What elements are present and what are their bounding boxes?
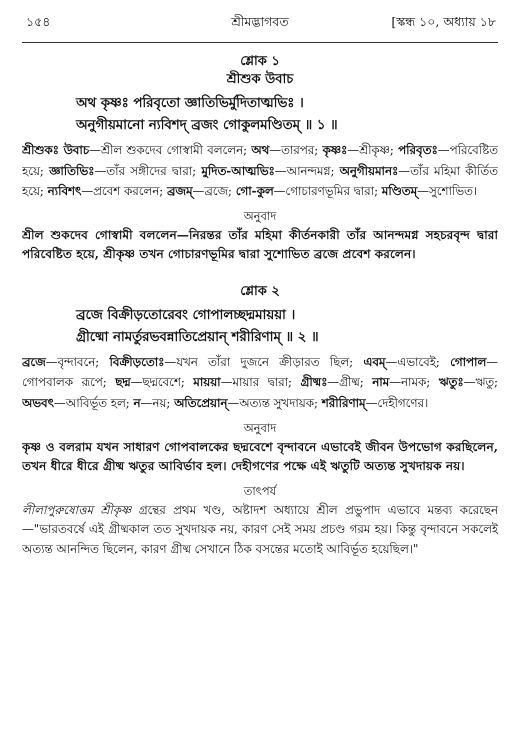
verse-1-synonym-word: মণ্ডিতম্	[381, 184, 418, 199]
verse-1-synonym-word: ব্রজম্	[167, 184, 193, 199]
verse-1-synonym-word: গো-কুল	[235, 184, 274, 199]
verse-2-synonym-meaning: —নামক;	[389, 375, 431, 390]
verse-1-line-1: অথ কৃষ্ণঃ পরিবৃতো জ্ঞাতিভির্মুদিতাত্মভিঃ ।	[76, 96, 304, 111]
page-number: ১৫৪	[26, 14, 51, 29]
verse-2-synonym-meaning: —গোপবালক রূপে;	[22, 354, 498, 390]
verse-2-synonym-word: অতিপ্রেয়ান্	[174, 395, 228, 410]
verse-2-synonym-word: বিক্রীড়তোঃ	[109, 354, 165, 369]
verse-2-synonym-meaning: —মায়ার দ্বারা;	[220, 375, 293, 390]
verse-2-synonym-word: শরীরিণাম্	[321, 395, 366, 410]
verse-1-translation: শ্রীল শুকদেব গোস্বামী বললেন—নিরন্তর তাঁর মহিমা কীর্তনকারী তাঁর আনন্দমগ্ন সহচরবৃন্দ দ্বারা পরিবেষ্টিত হয়ে, শ্রীকৃষ্ণ তখন গোচারণভূমির দ্বারা সুশোভিত ব্রজে প্রবেশ করলেন।	[22, 227, 498, 262]
verse-1-synonym-meaning: —গোচারণভূমির দ্বারা;	[273, 184, 379, 199]
verse-2-synonym-word: ঋতুঃ	[438, 375, 464, 390]
page	[22, 0, 498, 731]
verse-2-synonym-word: মায়য়া	[193, 375, 221, 390]
verse-2-synonym-word: গোপাল	[450, 354, 487, 369]
verse-2-synonym-word: অভবৎ	[22, 395, 54, 410]
verse-2-translation-heading: অনুবাদ	[243, 420, 277, 435]
verse-1-synonym-word: ন্যবিশৎ	[47, 184, 82, 199]
book-title: শ্রীমদ্ভাগবত	[231, 14, 289, 29]
verse-2-synonym-word: এবম্	[363, 354, 386, 369]
verse-1-synonym-meaning: —শ্রীকৃষ্ণ;	[347, 143, 394, 157]
verse-2-synonym-word: নাম	[372, 375, 390, 390]
verse-1-synonym-word: মুদিত-আত্মভিঃ	[201, 163, 275, 178]
verse-1-synonyms	[22, 140, 498, 202]
verse-1-synonym-meaning: —তাঁর মহিমা কীর্তিত হয়ে;	[22, 163, 498, 199]
verse-2-synonym-meaning: —দেহীগণের।	[365, 395, 429, 410]
verse-2-synonym-word: গ্রীষ্মঃ	[300, 375, 328, 390]
verse-1-synonym-word: কৃষ্ণঃ	[322, 143, 348, 157]
verse-2-synonym-word: ন	[133, 395, 141, 410]
purport-book-title: লীলাপুরুষোত্তম শ্রীকৃষ্ণ	[22, 502, 132, 517]
verse-1-synonym-word: পরিবৃতঃ	[398, 143, 438, 157]
verse-2-synonyms	[22, 352, 498, 414]
verse-2-synonym-meaning: —অত্যন্ত সুখদায়ক;	[227, 395, 318, 410]
verse-2-purport	[22, 501, 498, 560]
header-rule	[22, 42, 498, 43]
verse-1-synonym-word: জ্ঞাতিভিঃ	[49, 163, 95, 178]
verse-2-line-1: ব্রজে বিক্রীড়তোরেবং গোপালচ্ছদ্মমায়য়া ।	[76, 307, 296, 323]
verse-1-synonym-meaning: —তারপর;	[269, 143, 319, 157]
verse-2-synonym-meaning: —বৃন্দাবনে;	[45, 354, 100, 369]
verse-1-label: শ্লোক ১	[240, 54, 280, 69]
verse-2-synonym-meaning: —ছদ্মবেশে;	[130, 375, 185, 390]
chapter-reference: [স্কন্ধ ১০, অধ্যায় ১৮	[391, 14, 496, 29]
verse-1-synonym-meaning: —ব্রজে;	[192, 184, 232, 199]
verse-1-text	[22, 93, 498, 137]
verse-1-synonym-meaning: —শ্রীল শুকদেব গোস্বামী বললেন;	[89, 143, 248, 157]
page-header	[22, 14, 498, 34]
verse-2-synonym-meaning: —যখন তাঁরা দুজনে ক্রীড়ারত ছিল;	[164, 354, 354, 369]
verse-1-synonym-meaning: —তাঁর সঙ্গীদের দ্বারা;	[94, 163, 197, 178]
verse-2-label: শ্লোক ২	[240, 283, 280, 299]
verse-2-line-2: গ্রীষ্মো নামর্তুরভবন্নাতিপ্রেয়ান্ শরীরিণাম্ ॥ ২ ॥	[76, 329, 319, 345]
purport-text: গ্রন্থের প্রথম খণ্ড, অষ্টাদশ অধ্যায়ে শ্রীল প্রভুপাদ এভাবে মন্তব্য করেছেন—"ভারতবর্ষে এই গ্রীষ্মকাল তত সুখদায়ক নয়, কারণ সেই সময় প্রচণ্ড গরম হয়। কিন্তু বৃন্দাবনে সকলেই অত্যন্ত আনন্দিত ছিলেন, কারণ গ্রীষ্ম সেখানে ঠিক বসন্তের মতোই আবির্ভূত হয়েছিল।"	[22, 502, 498, 556]
verse-2-text	[22, 305, 498, 349]
verse-2-translation: কৃষ্ণ ও বলরাম যখন সাধারণ গোপবালকের ছদ্মবেশে বৃন্দাবনে এভাবেই জীবন উপভোগ করছিলেন, তখন ধীরে ধীরে গ্রীষ্ম ঋতুর আবির্ভাব হল। দেহীগণের পক্ষে এই ঋতুটি অত্যন্ত সুখদায়ক নয়।	[22, 439, 498, 474]
verse-2-synonym-meaning: —গ্রীষ্ম;	[327, 375, 364, 390]
verse-1-synonym-meaning: —প্রবেশ করলেন;	[81, 184, 164, 199]
verse-1-synonym-word: শ্রীশুকঃ উবাচ	[22, 143, 90, 157]
verse-2-purport-heading: তাৎপর্য	[243, 483, 277, 498]
verse-1-line-2: অনুগীয়মানো ন্যবিশদ্ ব্রজং গোকুলমণ্ডিতম্ ॥ ১ ॥	[76, 118, 338, 133]
verse-1-translation-heading: অনুবাদ	[243, 208, 277, 223]
verse-2-synonym-meaning: —ঋতু;	[463, 375, 498, 390]
verse-1-synonym-word: অথ	[251, 143, 270, 157]
verse-2-synonym-meaning: —আবির্ভূত হল;	[53, 395, 130, 410]
verse-1-synonym-meaning: —পরিবেষ্টিত হয়ে;	[22, 143, 498, 178]
verse-1-synonym-meaning: —সুশোভিত।	[417, 184, 478, 199]
verse-1-synonym-meaning: —আনন্দমগ্ন;	[274, 163, 335, 178]
verse-2-synonym-meaning: —এভাবেই;	[385, 354, 440, 369]
verse-1-synonym-word: অনুগীয়মানঃ	[339, 163, 399, 178]
verse-2-synonym-word: ব্রজে	[22, 354, 46, 369]
verse-2-synonym-meaning: —নয়;	[140, 395, 171, 410]
verse-2-synonym-word: ছদ্ম	[115, 375, 131, 390]
verse-1-speaker: শ্রীশুক উবাচ	[226, 72, 294, 87]
